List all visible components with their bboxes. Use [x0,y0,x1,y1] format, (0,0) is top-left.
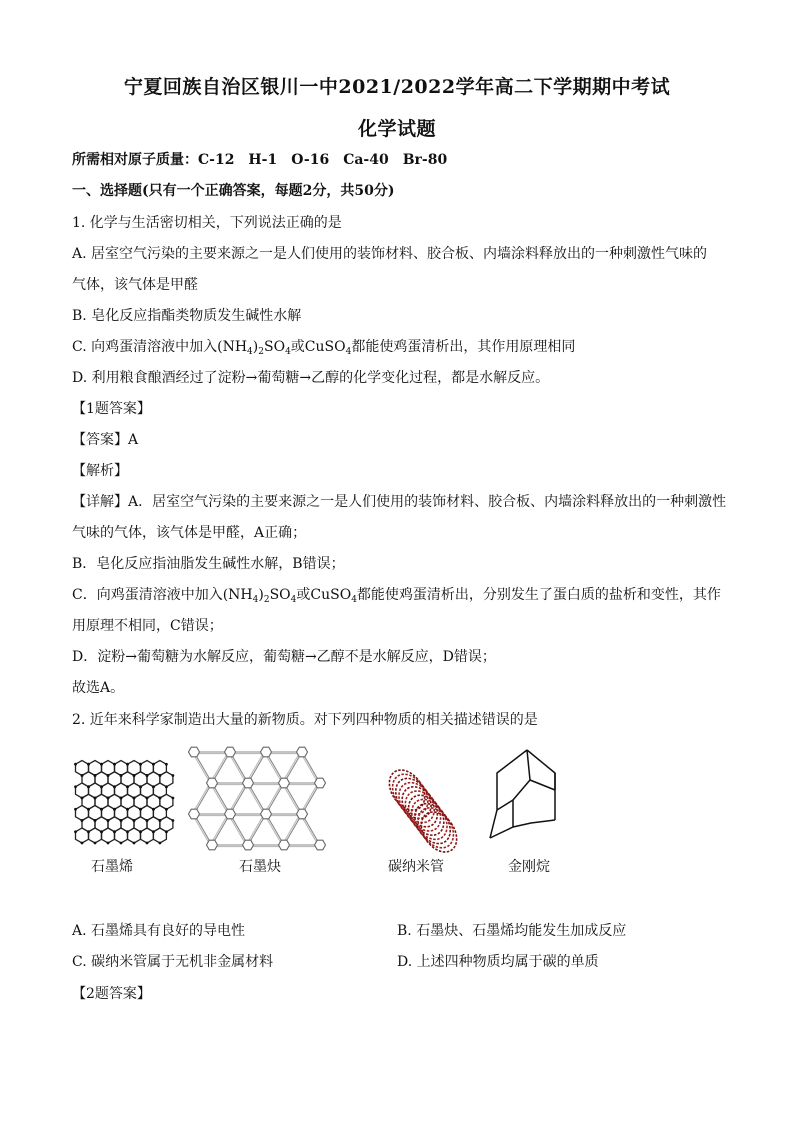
q1-detail-line6: D．淀粉→葡萄糖为水解反应，葡萄糖→乙醇不是水解反应，D错误； [72,649,496,665]
figure-label-graphyne: 石墨炔 [239,859,281,875]
q1-option-a-line2: 气体，该气体是甲醛 [72,277,198,293]
q2-option-a: A. 石墨烯具有良好的导电性 [72,923,246,939]
exam-subtitle: 化学试题 [357,118,436,140]
q1-option-a-line1: A. 居室空气污染的主要来源之一是人们使用的装饰材料、胶合板、内墙涂料释放出的一种刺激性气味的 [72,246,708,262]
q1-detail-line4: C．向鸡蛋清溶液中加入$(NH_4)_2SO_4$或CuSO$_4$都能使鸡蛋清析出，分别发生了蛋白质的盐析和变性，其作 [72,587,721,605]
adamantane-figure [487,745,567,845]
graphyne-figure [190,742,330,857]
section-heading: 一、选择题(只有一个正确答案，每题2分，共50分) [72,183,395,199]
q1-answer: 【答案】A [72,432,139,448]
q2-stem: 2. 近年来科学家制造出大量的新物质。对下列四种物质的相关描述错误的是 [72,712,538,728]
figure-label-adamantane: 金刚烷 [508,859,550,875]
q1-detail-line5: 用原理不相同，C错误； [72,618,223,634]
q1-detail-line2: 气味的气体，该气体是甲醛，A正确； [72,525,307,541]
q2-answer-heading: 【2题答案】 [72,986,151,1002]
figure-label-graphene: 石墨烯 [91,859,133,875]
q1-conclusion: 故选A。 [72,680,125,696]
q1-option-b: B. 皂化反应指酯类物质发生碱性水解 [72,308,302,324]
q1-detail-line3: B．皂化反应指油脂发生碱性水解，B错误； [72,556,345,572]
q2-option-d: D. 上述四种物质均属于碳的单质 [397,954,599,970]
q2-option-b: B. 石墨炔、石墨烯均能发生加成反应 [397,923,627,939]
q1-option-c: C. 向鸡蛋清溶液中加入$(NH_4)_2SO_4$或CuSO$_4$都能使鸡蛋清析出，其作用原理相同 [72,339,576,357]
q1-answer-heading: 【1题答案】 [72,401,151,417]
q1-detail-line1: 【详解】A．居室空气污染的主要来源之一是人们使用的装饰材料、胶合板、内墙涂料释放出的一种刺激性 [72,494,727,510]
graphene-figure [76,762,186,852]
carbon-nanotube-figure [385,762,465,852]
exam-title: 宁夏回族自治区银川一中2021/2022学年高二下学期期中考试 [123,76,671,98]
q1-analysis-heading: 【解析】 [72,463,128,479]
q2-option-c: C. 碳纳米管属于无机非金属材料 [72,954,274,970]
q1-option-d: D. 利用粮食酿酒经过了淀粉→葡萄糖→乙醇的化学变化过程，都是水解反应。 [72,370,550,386]
figure-label-nanotube: 碳纳米管 [388,859,444,875]
atomic-mass-line: 所需相对原子质量：C-12 H-1 O-16 Ca-40 Br-80 [72,152,448,168]
q1-stem: 1. 化学与生活密切相关，下列说法正确的是 [72,215,342,231]
